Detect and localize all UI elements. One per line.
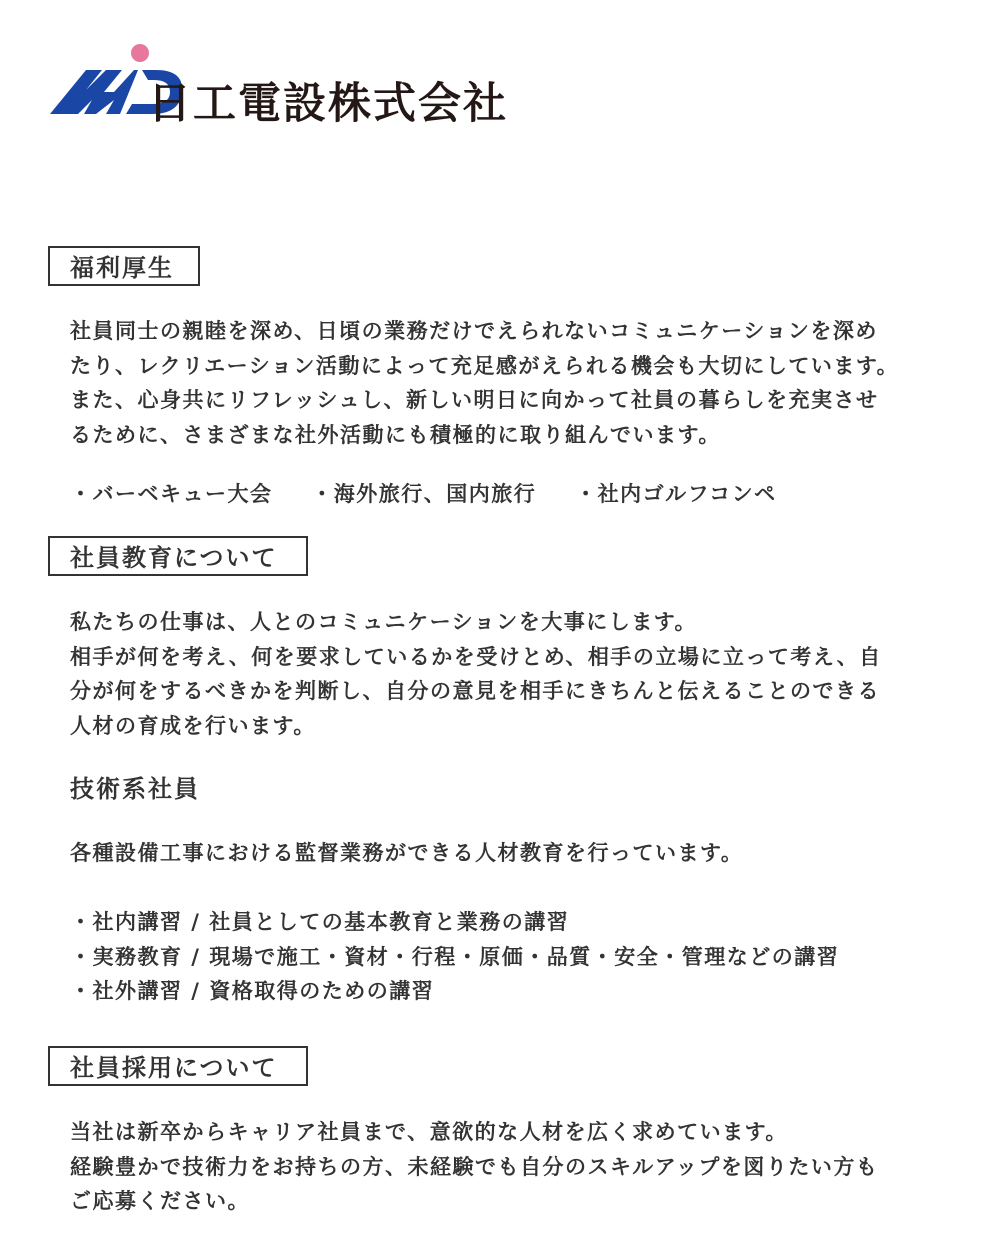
welfare-line-1: 社員同士の親睦を深め、日頃の業務だけでえられないコミュニケーションを深め xyxy=(70,319,878,343)
logo-dot xyxy=(131,44,149,62)
technical-staff-heading: 技術系社員 xyxy=(70,775,200,803)
education-section-title: 社員教育について xyxy=(48,536,308,576)
welfare-line-2: たり、レクリエーション活動によって充足感がえられる機会も大切にしています。 xyxy=(70,353,900,378)
company-name: 日工電設株式会社 xyxy=(148,79,508,129)
program-item: ・実務教育 / 現場で施工・資材・行程・原価・品質・安全・管理などの講習 xyxy=(70,944,840,969)
education-line-4: 人材の育成を行います。 xyxy=(70,713,316,738)
welfare-paragraph xyxy=(70,314,970,452)
welfare-line-3: また、心身共にリフレッシュし、新しい明日に向かって社員の暮らしを充実させ xyxy=(70,388,879,412)
welfare-section-title: 福利厚生 xyxy=(48,246,200,286)
education-paragraph xyxy=(70,605,970,743)
education-line-1: 私たちの仕事は、人とのコミュニケーションを大事にします。 xyxy=(70,610,698,634)
recruit-line-2: 経験豊かで技術力をお持ちの方、未経験でも自分のスキルアップを図りたい方も xyxy=(70,1154,879,1179)
welfare-line-4: るために、さまざまな社外活動にも積極的に取り組んでいます。 xyxy=(70,422,721,447)
program-item: ・社内講習 / 社員としての基本教育と業務の講習 xyxy=(70,910,570,934)
recruit-paragraph xyxy=(70,1115,970,1219)
technical-staff-text xyxy=(70,836,970,871)
education-line-2: 相手が何を考え、何を要求しているかを受けとめ、相手の立場に立って考え、自 xyxy=(70,644,882,669)
recruit-line-1: 当社は新卒からキャリア社員まで、意欲的な人材を広く求めています。 xyxy=(70,1120,788,1144)
event-item: ・社内ゴルフコンペ xyxy=(575,482,777,506)
program-item: ・社外講習 / 資格取得のための講習 xyxy=(70,979,435,1003)
recruit-line-3: ご応募ください。 xyxy=(70,1189,250,1213)
education-line-3: 分が何をするべきかを判断し、自分の意見を相手にきちんと伝えることのできる xyxy=(70,679,880,703)
technical-staff-line: 各種設備工事における監督業務ができる人材教育を行っています。 xyxy=(70,841,744,865)
recruit-section-title: 社員採用について xyxy=(48,1046,308,1086)
event-item: ・バーベキュー大会 xyxy=(70,482,273,506)
logo-m-shape xyxy=(50,70,138,114)
training-programs-list xyxy=(70,905,970,1009)
welfare-events-list xyxy=(70,478,807,508)
event-item: ・海外旅行、国内旅行 xyxy=(311,482,537,506)
